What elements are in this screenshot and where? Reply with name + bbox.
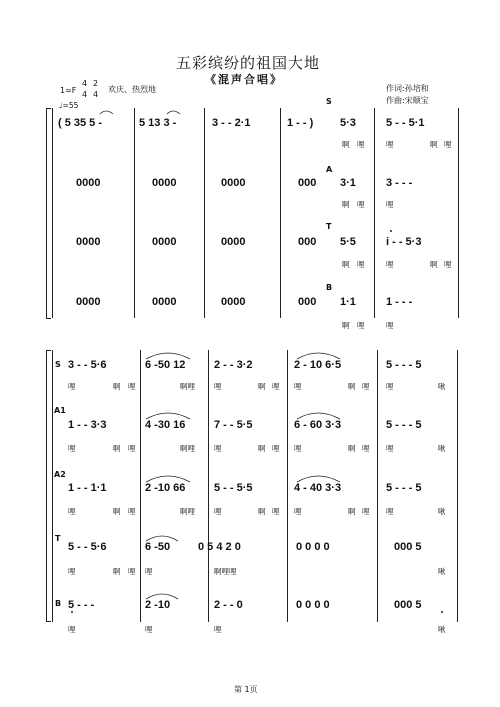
lyric: 哩: [357, 200, 365, 209]
lyric: 啊: [113, 382, 121, 391]
lyric: 哩: [386, 444, 394, 453]
lyric: 啊: [113, 507, 121, 516]
measure-notes: 6 -50: [145, 541, 171, 553]
measure-notes: 000 5: [394, 599, 422, 611]
measure-notes: 5 - - - 5: [386, 359, 422, 371]
slur: [146, 594, 178, 599]
lyric: 哩: [386, 321, 394, 330]
measure-notes: 000 5: [394, 541, 422, 553]
measure-notes: 1 - - ): [287, 117, 314, 129]
measure-notes: 0000: [152, 296, 177, 308]
low-octave-dot: [71, 611, 73, 613]
lyric: 哩: [214, 382, 222, 391]
slur: [146, 353, 190, 359]
measure-notes: 5 - - - 5: [386, 419, 422, 431]
voice-label-b: B: [326, 283, 333, 292]
lyric: 哩: [145, 567, 153, 576]
lyric: 啊: [348, 382, 356, 391]
lyric: 啊哩: [180, 507, 195, 516]
lyric: 啊: [113, 444, 121, 453]
lyric: 哩: [68, 382, 76, 391]
voice-label-s: S: [55, 360, 61, 369]
measure-notes: 3 - - 2·1: [212, 117, 251, 129]
measure-notes: 0000: [152, 177, 177, 189]
measure-notes: 5 - - -: [68, 599, 95, 611]
measure-notes: 000: [298, 236, 317, 248]
lyric: 哩: [214, 507, 222, 516]
voice-label-a1: A1: [54, 406, 66, 415]
lyric: 哩: [294, 382, 302, 391]
time-signature-2-top: 2: [93, 79, 99, 88]
measure-notes: 0 0 0 0: [296, 541, 330, 553]
measure-notes: 2 -10 66: [145, 482, 186, 494]
measure-notes: 0 5 4 2 0: [198, 541, 241, 553]
measure-notes: 2 - 10 6·5: [294, 359, 342, 371]
measure-notes: 1 - - 3·3: [68, 419, 107, 431]
slur: [100, 111, 113, 114]
lyric: 啊哩: [180, 444, 195, 453]
measure-notes: 2 - - 3·2: [214, 359, 253, 371]
lyric: 啾: [438, 567, 446, 576]
composer: 作曲:宋顺宝: [386, 96, 429, 105]
measure-notes: 5·3: [340, 117, 356, 129]
lyric: 啊: [113, 567, 121, 576]
tempo-mark: ♩=55: [59, 101, 79, 110]
slur: [297, 353, 340, 359]
lyric: 哩: [444, 140, 452, 149]
voice-label-a: A: [326, 165, 333, 174]
slur: [146, 413, 190, 419]
lyric: 啾: [438, 507, 446, 516]
subtitle: 《混声合唱》: [205, 73, 283, 86]
lyric: 哩: [214, 444, 222, 453]
lyric: 啊: [342, 200, 350, 209]
measure-notes: 0000: [152, 236, 177, 248]
measure-notes: 0000: [76, 177, 101, 189]
lyric: 哩: [68, 444, 76, 453]
lyric: 啊: [348, 444, 356, 453]
slur: [297, 413, 340, 419]
lyric: 啊: [342, 140, 350, 149]
lyricist: 作词:孙培和: [386, 84, 429, 93]
measure-notes: 2 -10: [145, 599, 171, 611]
lyric: 啊: [342, 260, 350, 269]
voice-label-t: T: [55, 534, 61, 543]
measure-notes: 3·1: [340, 177, 356, 189]
expression-mark: 欢庆、热烈地: [108, 85, 156, 94]
time-signature-1-bottom: 4: [82, 90, 88, 99]
measure-notes: 5 - - 5·6: [68, 541, 107, 553]
measure-notes: 6 - 60 3·3: [294, 419, 342, 431]
measure-notes: 5 - - 5·1: [386, 117, 425, 129]
lyric: 哩: [272, 382, 280, 391]
lyric: 哩: [68, 567, 76, 576]
slur: [297, 476, 340, 482]
measure-notes: 5·5: [340, 236, 356, 248]
lyric: 啾: [438, 382, 446, 391]
lyric: 哩: [214, 625, 222, 634]
lyric: 哩: [294, 444, 302, 453]
lyric: 哩: [272, 507, 280, 516]
voice-label-t: T: [326, 222, 332, 231]
measure-notes: 1·1: [340, 296, 356, 308]
measure-notes: 7 - - 5·5: [214, 419, 253, 431]
measure-notes: ( 5 35 5 -: [58, 117, 103, 129]
lyric: 啊哩: [180, 382, 195, 391]
measure-notes: 1 - - 1·1: [68, 482, 107, 494]
lyric: 啊哩哩: [214, 567, 237, 576]
measure-notes: 000: [298, 177, 317, 189]
lyric: 啊: [430, 260, 438, 269]
lyric: 啊: [258, 444, 266, 453]
lyric: 哩: [386, 507, 394, 516]
measure-notes: 2 - - 0: [214, 599, 243, 611]
measure-notes: 000: [298, 296, 317, 308]
lyric: 哩: [386, 260, 394, 269]
voice-label-b: B: [55, 599, 62, 608]
lyric: 哩: [386, 200, 394, 209]
page-title: 五彩缤纷的祖国大地: [176, 54, 321, 72]
slur: [146, 536, 178, 541]
measure-notes: 0000: [221, 296, 246, 308]
lyric: 哩: [128, 507, 136, 516]
lyric: 哩: [272, 444, 280, 453]
high-octave-dot: [390, 230, 392, 232]
slur: [167, 111, 180, 114]
measure-notes: 3 - - -: [386, 177, 413, 189]
lyric: 啊: [342, 321, 350, 330]
lyric: 哩: [357, 260, 365, 269]
measure-notes: 0000: [76, 236, 101, 248]
page-number: 第 1页: [234, 685, 258, 694]
measure-notes: 6 -50 12: [145, 359, 186, 371]
lyric: 哩: [128, 444, 136, 453]
lyric: 啊: [348, 507, 356, 516]
lyric: 哩: [128, 382, 136, 391]
low-octave-dot: [441, 611, 443, 613]
lyric: 哩: [386, 140, 394, 149]
measure-notes: 0000: [76, 296, 101, 308]
lyric: 哩: [357, 140, 365, 149]
time-signature-2-bottom: 4: [93, 90, 99, 99]
measure-notes: 1 - - -: [386, 296, 413, 308]
lyric: 哩: [128, 567, 136, 576]
time-signature-1-top: 4: [82, 79, 88, 88]
lyric: 啊: [258, 382, 266, 391]
measure-notes: 5 - - 5·5: [214, 482, 253, 494]
lyric: 啊: [430, 140, 438, 149]
voice-label-a2: A2: [54, 470, 66, 479]
lyric: 哩: [68, 507, 76, 516]
lyric: 哩: [294, 507, 302, 516]
voice-label-s: S: [326, 97, 332, 106]
key-signature: 1=F: [60, 86, 77, 95]
lyric: 哩: [362, 507, 370, 516]
measure-notes: 4 - 40 3·3: [294, 482, 342, 494]
slur: [146, 476, 190, 482]
lyric: 哩: [68, 625, 76, 634]
lyric: 啾: [438, 625, 446, 634]
measure-notes: 5 - - - 5: [386, 482, 422, 494]
lyric: 哩: [357, 321, 365, 330]
measure-notes: 0000: [221, 177, 246, 189]
measure-notes: 5 13 3 -: [139, 117, 177, 129]
measure-notes: 4 -30 16: [145, 419, 186, 431]
lyric: 哩: [386, 382, 394, 391]
lyric: 哩: [362, 382, 370, 391]
measure-notes: 3 - - 5·6: [68, 359, 107, 371]
measure-notes: 0000: [221, 236, 246, 248]
measure-notes: 0 0 0 0: [296, 599, 330, 611]
lyric: 啊: [258, 507, 266, 516]
lyric: 哩: [145, 625, 153, 634]
lyric: 哩: [362, 444, 370, 453]
lyric: 啾: [438, 444, 446, 453]
measure-notes: i - - 5·3: [386, 236, 422, 248]
lyric: 哩: [444, 260, 452, 269]
